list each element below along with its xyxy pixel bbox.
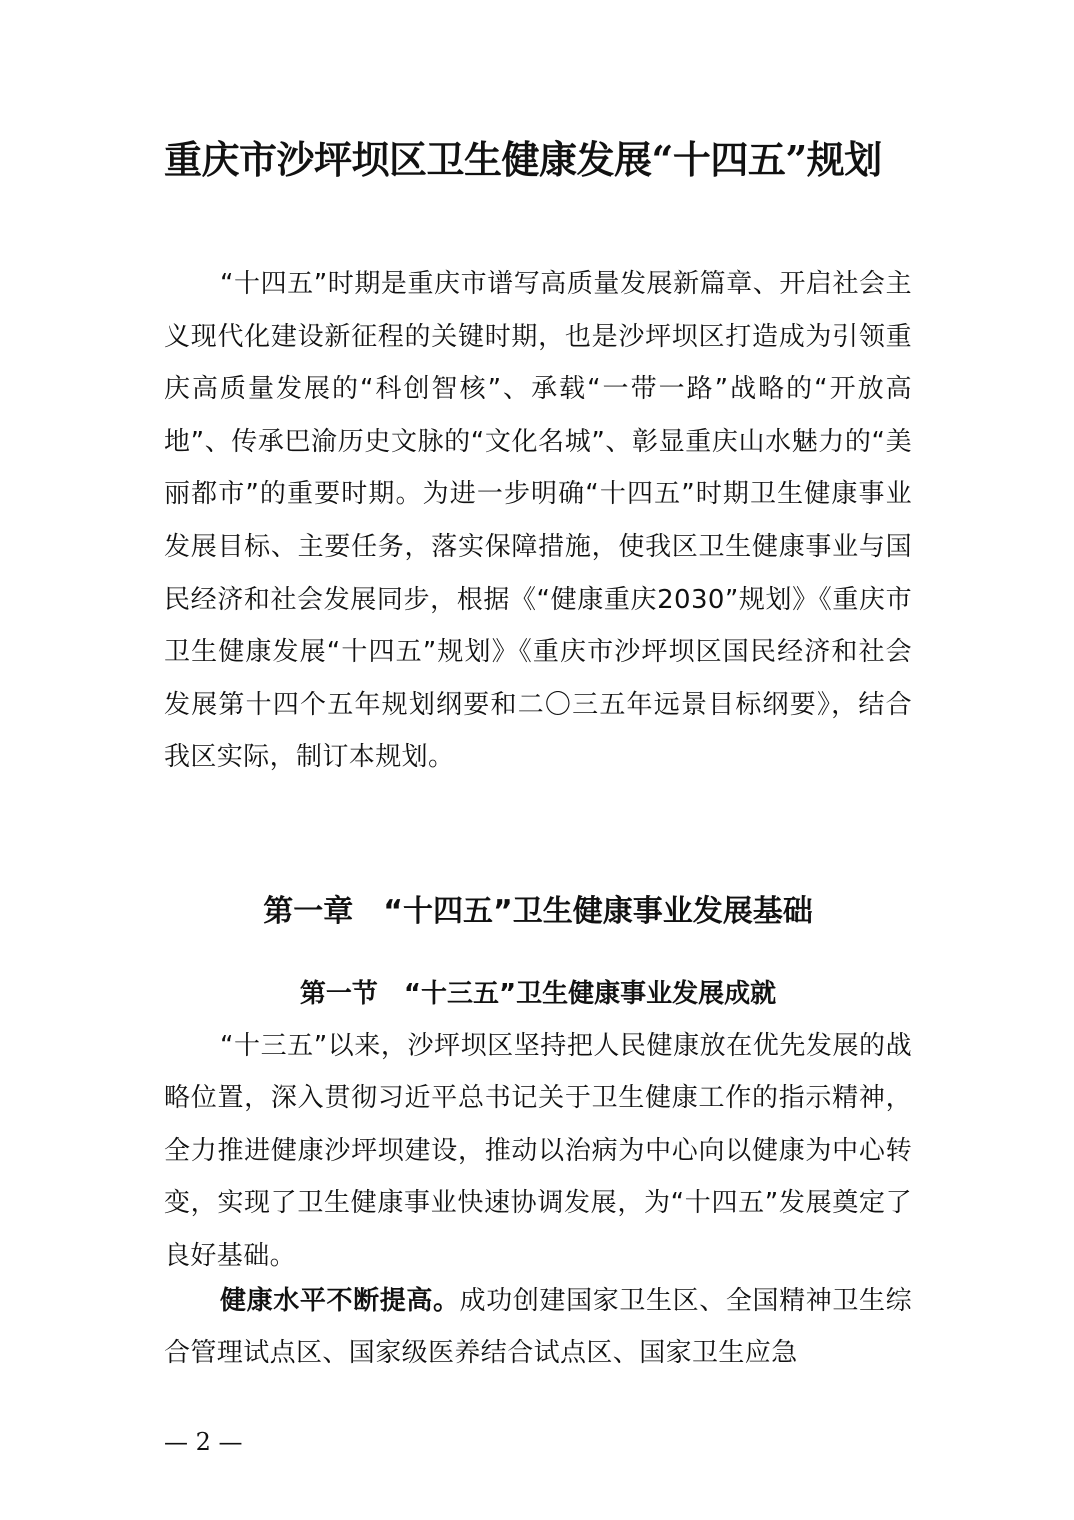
intro-paragraph: “十四五”时期是重庆市谱写高质量发展新篇章、开启社会主义现代化建设新征程的关键时期，也是沙坪坝区打造成为引领重庆高质量发展的“科创智核”、承载“一带一路”战略的“开放高地”、传承巴渝历史文脉的“文化名城”、彰显重庆山水魅力的“美丽都市”的重要时期。为进一步明确“十四五”时期卫生健康事业发展目标、主要任务，落实保障措施，使我区卫生健康事业与国民经济和社会发展同步，根据《“健康重庆2030”规划》《重庆市卫生健康发展“十四五”规划》《重庆市沙坪坝区国民经济和社会发展第十四个五年规划纲要和二〇三五年远景目标纲要》，结合我区实际，制订本规划。 [164,269,912,773]
achievement-paragraph: “十三五”以来，沙坪坝区坚持把人民健康放在优先发展的战略位置，深入贯彻习近平总书记关于卫生健康工作的指示精神，全力推进健康沙坪坝建设，推动以治病为中心向以健康为中心转变，实现了卫生健康事业快速协调发展，为“十四五”发展奠定了良好基础。 [164,1031,912,1271]
health-level-paragraph [164,1275,912,1379]
page-number: — 2 — [164,1428,243,1456]
section-heading: 第一节 “十三五”卫生健康事业发展成就 [299,979,777,1009]
chapter-heading: 第一章 “十四五”卫生健康事业发展基础 [263,894,813,929]
health-level-body: 成功创建国家卫生区、全国精神卫生综合管理试点区、国家级医养结合试点区、国家卫生应急 [164,1286,912,1368]
document-title: 重庆市沙坪坝区卫生健康发展“十四五”规划 [164,137,882,182]
health-level-lead: 健康水平不断提高。 [220,1286,460,1316]
